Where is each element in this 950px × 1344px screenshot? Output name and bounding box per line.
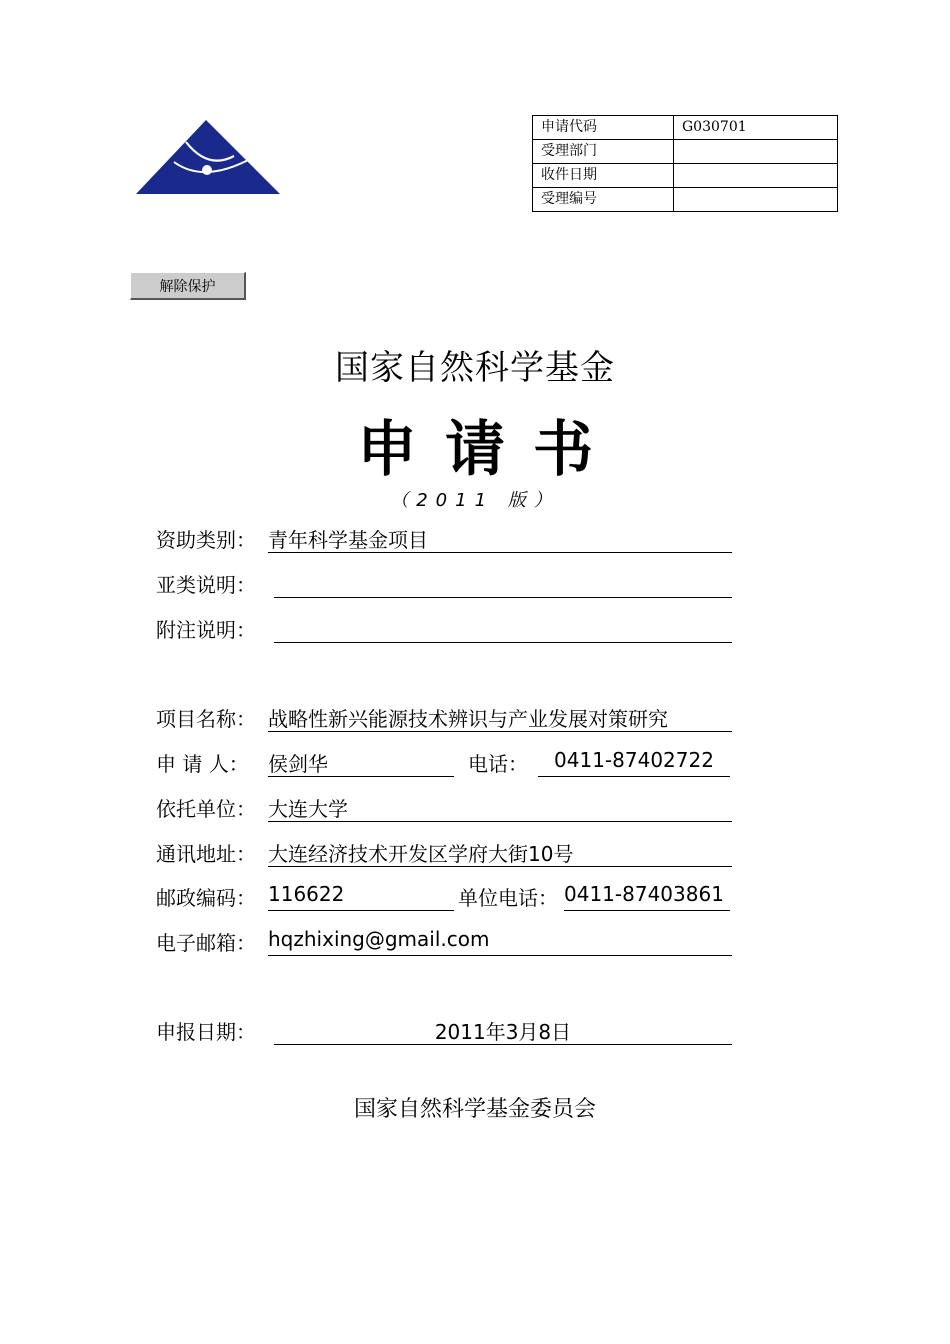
project-name-field[interactable]: 战略性新兴能源技术辨识与产业发展对策研究 [268, 703, 732, 732]
dept-label: 受理部门 [533, 140, 674, 164]
phone-field[interactable]: 0411-87402722 [538, 748, 730, 777]
institution-label: 依托单位： [156, 797, 256, 821]
email-label: 电子邮箱： [156, 931, 256, 955]
address-field[interactable]: 大连经济技术开发区学府大街10号 [268, 838, 732, 867]
title-doc: 申请书 [357, 415, 621, 485]
table-row [533, 164, 838, 188]
receive-date-value[interactable] [674, 164, 838, 188]
email-field[interactable]: hqzhixing@gmail.com [268, 927, 732, 956]
applicant-field[interactable]: 侯剑华 [268, 748, 454, 777]
institution-field[interactable]: 大连大学 [268, 793, 732, 822]
table-row [533, 188, 838, 212]
note-label: 附注说明： [156, 618, 256, 642]
phone-label: 电话： [468, 752, 528, 776]
funding-type-field[interactable]: 青年科学基金项目 [268, 524, 732, 553]
subtype-field[interactable] [274, 569, 732, 598]
accept-number-value[interactable] [674, 188, 838, 212]
code-value[interactable]: G030701 [674, 116, 838, 140]
footer-org: 国家自然科学基金委员会 [353, 1097, 596, 1122]
dept-value[interactable] [674, 140, 838, 164]
title-org: 国家自然科学基金 [335, 348, 615, 388]
applicant-label: 申 请 人： [156, 752, 249, 776]
note-field[interactable] [274, 614, 732, 643]
postcode-label: 邮政编码： [156, 886, 256, 910]
date-label: 申报日期： [156, 1020, 256, 1044]
edition: （2011 版） [390, 490, 560, 511]
code-table [532, 115, 838, 212]
subtype-label: 亚类说明： [156, 573, 256, 597]
postcode-field[interactable]: 116622 [268, 882, 454, 911]
project-name-label: 项目名称： [156, 707, 256, 731]
date-field[interactable]: 2011年3月8日 [274, 1016, 732, 1045]
funding-type-label: 资助类别： [156, 528, 256, 552]
address-label: 通讯地址： [156, 842, 256, 866]
table-row [533, 140, 838, 164]
table-row [533, 116, 838, 140]
receive-date-label: 收件日期 [533, 164, 674, 188]
nsfc-logo [134, 118, 282, 198]
unit-phone-field[interactable]: 0411-87403861 [564, 882, 730, 911]
accept-number-label: 受理编号 [533, 188, 674, 212]
code-label: 申请代码 [533, 116, 674, 140]
unprotect-button[interactable]: 解除保护 [130, 272, 246, 300]
unit-phone-label: 单位电话： [458, 886, 558, 910]
